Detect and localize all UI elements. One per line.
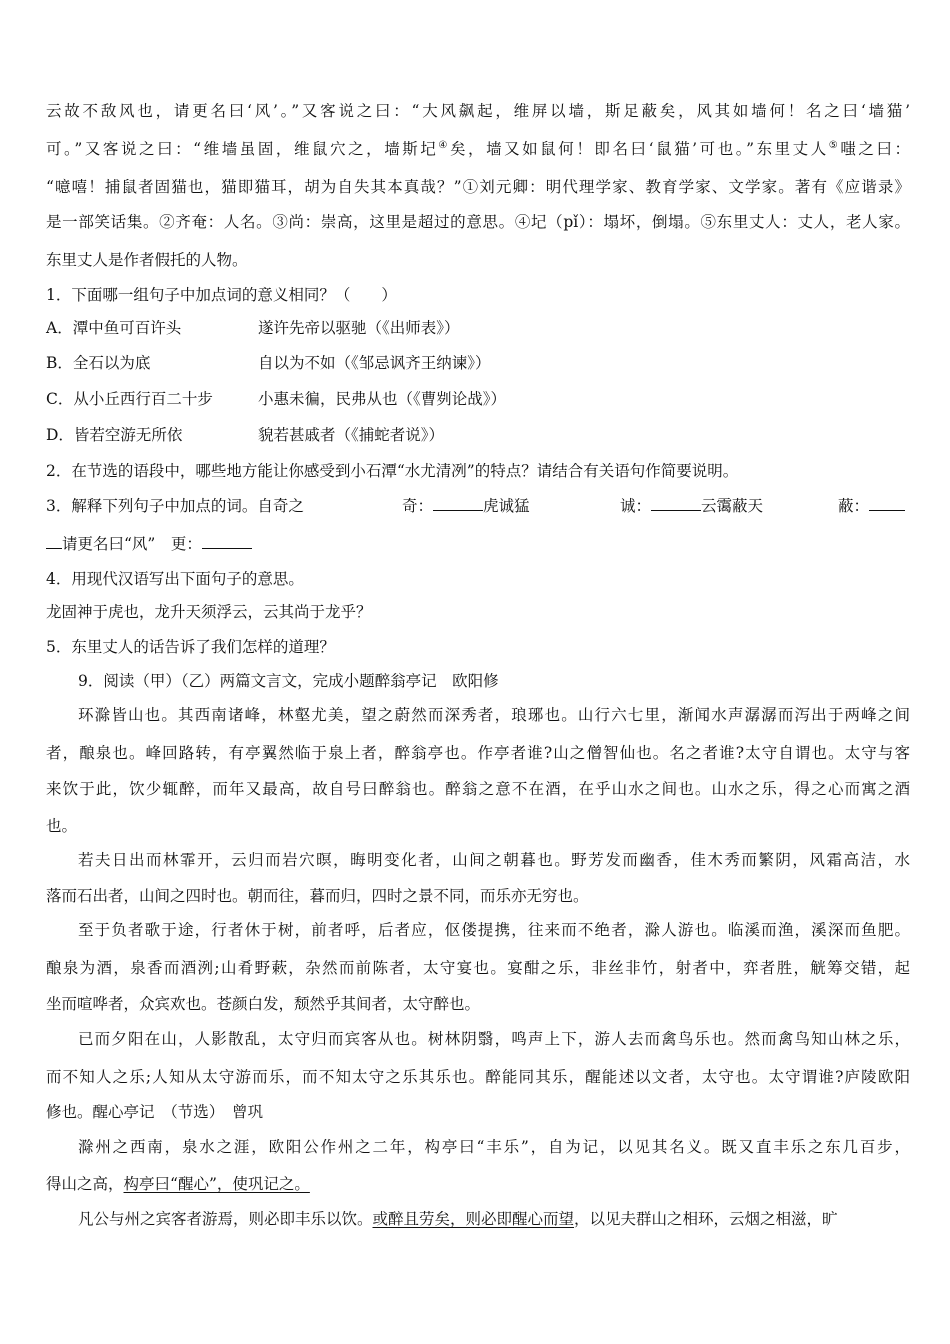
question-9-heading: 9．阅读（甲）（乙）两篇文言文，完成小题醉翁亭记 欧阳修 xyxy=(78,672,499,690)
option-left: A．潭中鱼可百许头 xyxy=(46,319,182,337)
passage-line: 环滁皆山也。其西南诸峰，林壑尤美，望之蔚然而深秀者，琅琊也。山行六七里，渐闻水声潺潺而泻出于两峰之间 xyxy=(78,706,910,724)
blank-cheng: 诚： 云霭蔽天 xyxy=(620,497,764,515)
underlined-sentence: 构亭曰“醒心”，使巩记之。 xyxy=(123,1175,310,1193)
passage-line: 滁州之西南，泉水之涯，欧阳公作州之二年，构亭曰“丰乐”，自为记，以见其名义。既又直丰乐之东几百步， xyxy=(78,1138,910,1156)
passage-line: 凡公与州之宾客者游焉，则必即丰乐以饮。或醉且劳矣，则必即醒心而望，以见夫群山之相环，云烟之相滋，旷 xyxy=(78,1210,838,1228)
question-2: 2．在节选的语段中，哪些地方能让你感受到小石潭“水尤清冽”的特点？请结合有关语句作简要说明。 xyxy=(46,462,739,480)
footnote-marker: ⑤ xyxy=(828,139,841,151)
option-right: 遂许先帝以驱驰（《出师表》） xyxy=(258,319,460,337)
answer-blank[interactable] xyxy=(202,534,252,549)
answer-blank[interactable] xyxy=(869,496,905,511)
text-line: “噫嘻！捕鼠者固猫也，猫即猫耳，胡为自失其本真哉？”①刘元卿：明代理学家、教育学家、文学家。著有《应谐录》 xyxy=(46,178,910,196)
passage-line: 至于负者歌于途，行者休于树，前者呼，后者应，伛偻提携，往来而不绝者，滁人游也。临溪而渔，溪深而鱼肥。 xyxy=(78,921,910,939)
passage-line: 而不知人之乐;人知从太守游而乐，而不知太守之乐其乐也。醉能同其乐，醒能述以文者，太守也。太守谓谁?庐陵欧阳 xyxy=(46,1068,910,1086)
passage-line: 落而石出者，山间之四时也。朝而往，暮而归，四时之景不同，而乐亦无穷也。 xyxy=(46,887,589,905)
question-5: 5．东里丈人的话告诉了我们怎样的道理？ xyxy=(46,638,335,656)
answer-blank[interactable] xyxy=(46,534,62,549)
answer-blank[interactable] xyxy=(433,496,483,511)
question-1-stem: 1．下面哪一组句子中加点词的意义相同？（ ） xyxy=(46,286,397,304)
question-4-stem: 4．用现代汉语写出下面句子的意思。 xyxy=(46,570,304,588)
option-left: B．全石以为底 xyxy=(46,354,151,372)
underlined-sentence: 或醉且劳矣，则必即醒心而望 xyxy=(372,1210,575,1228)
option-left: C．从小丘西行百二十步 xyxy=(46,390,213,408)
blank-bi: 蔽： xyxy=(838,496,905,516)
passage-line: 已而夕阳在山，人影散乱，太守归而宾客从也。树林阴翳，鸣声上下，游人去而禽鸟乐也。然而禽鸟知山林之乐， xyxy=(78,1030,910,1048)
passage-line: 得山之高，构亭曰“醒心”，使巩记之。 xyxy=(46,1175,310,1193)
passage-line: 修也。醒心亭记 （节选） 曾巩 xyxy=(46,1103,264,1121)
passage-line: 也。 xyxy=(46,817,78,835)
question-3-cont: 请更名曰“风” 更： xyxy=(46,534,910,554)
footnote-marker: ④ xyxy=(438,139,450,151)
text-line: 是一部笑话集。②齐奄：人名。③尚：崇高，这里是超过的意思。④圮（pǐ）：塌坏，倒塌。⑤东里丈人：丈人，老人家。 xyxy=(46,213,910,231)
question-3-stem: 3．解释下列句子中加点的词。自奇之 xyxy=(46,497,304,515)
answer-blank[interactable] xyxy=(651,496,701,511)
passage-line: 坐而喧哗者，众宾欢也。苍颜白发，颓然乎其间者，太守醉也。 xyxy=(46,995,481,1013)
passage-line: 来饮于此，饮少辄醉，而年又最高，故自号曰醉翁也。醉翁之意不在酒，在乎山水之间也。山水之乐，得之心而寓之酒 xyxy=(46,780,910,798)
passage-line: 者，酿泉也。峰回路转，有亭翼然临于泉上者，醉翁亭也。作亭者谁?山之僧智仙也。名之者谁?太守自谓也。太守与客 xyxy=(46,744,910,762)
text-line: 云故不敌风也，请更名曰‘风’。”又客说之曰：“大风飙起，维屏以墙，斯足蔽矣，风其如墙何！名之曰‘墙猫’ xyxy=(46,102,910,120)
question-4-sentence: 龙固神于虎也，龙升天须浮云，云其尚于龙乎？ xyxy=(46,603,372,621)
passage-line: 若夫日出而林霏开，云归而岩穴暝，晦明变化者，山间之朝暮也。野芳发而幽香，佳木秀而繁阴，风霜高洁，水 xyxy=(78,851,910,869)
option-right: 貌若甚戚者（《捕蛇者说》） xyxy=(258,426,445,444)
passage-line: 酿泉为酒，泉香而酒洌;山肴野蔌，杂然而前陈者，太守宴也。宴酣之乐，非丝非竹，射者中，弈者胜，觥筹交错，起 xyxy=(46,959,910,977)
option-right: 小惠未徧，民弗从也（《曹刿论战》） xyxy=(258,390,507,408)
blank-qi: 奇： 虎诚猛 xyxy=(402,497,530,515)
text-line: 东里丈人是作者假托的人物。 xyxy=(46,251,248,269)
option-right: 自以为不如（《邹忌讽齐王纳谏》） xyxy=(258,354,491,372)
text-line: 可。”又客说之曰：“维墙虽固，维鼠穴之，墙斯圮④矣，墙又如鼠何！即名曰‘鼠猫’可也。”东里丈人⑤嗤之曰： xyxy=(46,139,910,158)
option-left: D．皆若空游无所依 xyxy=(46,426,183,444)
